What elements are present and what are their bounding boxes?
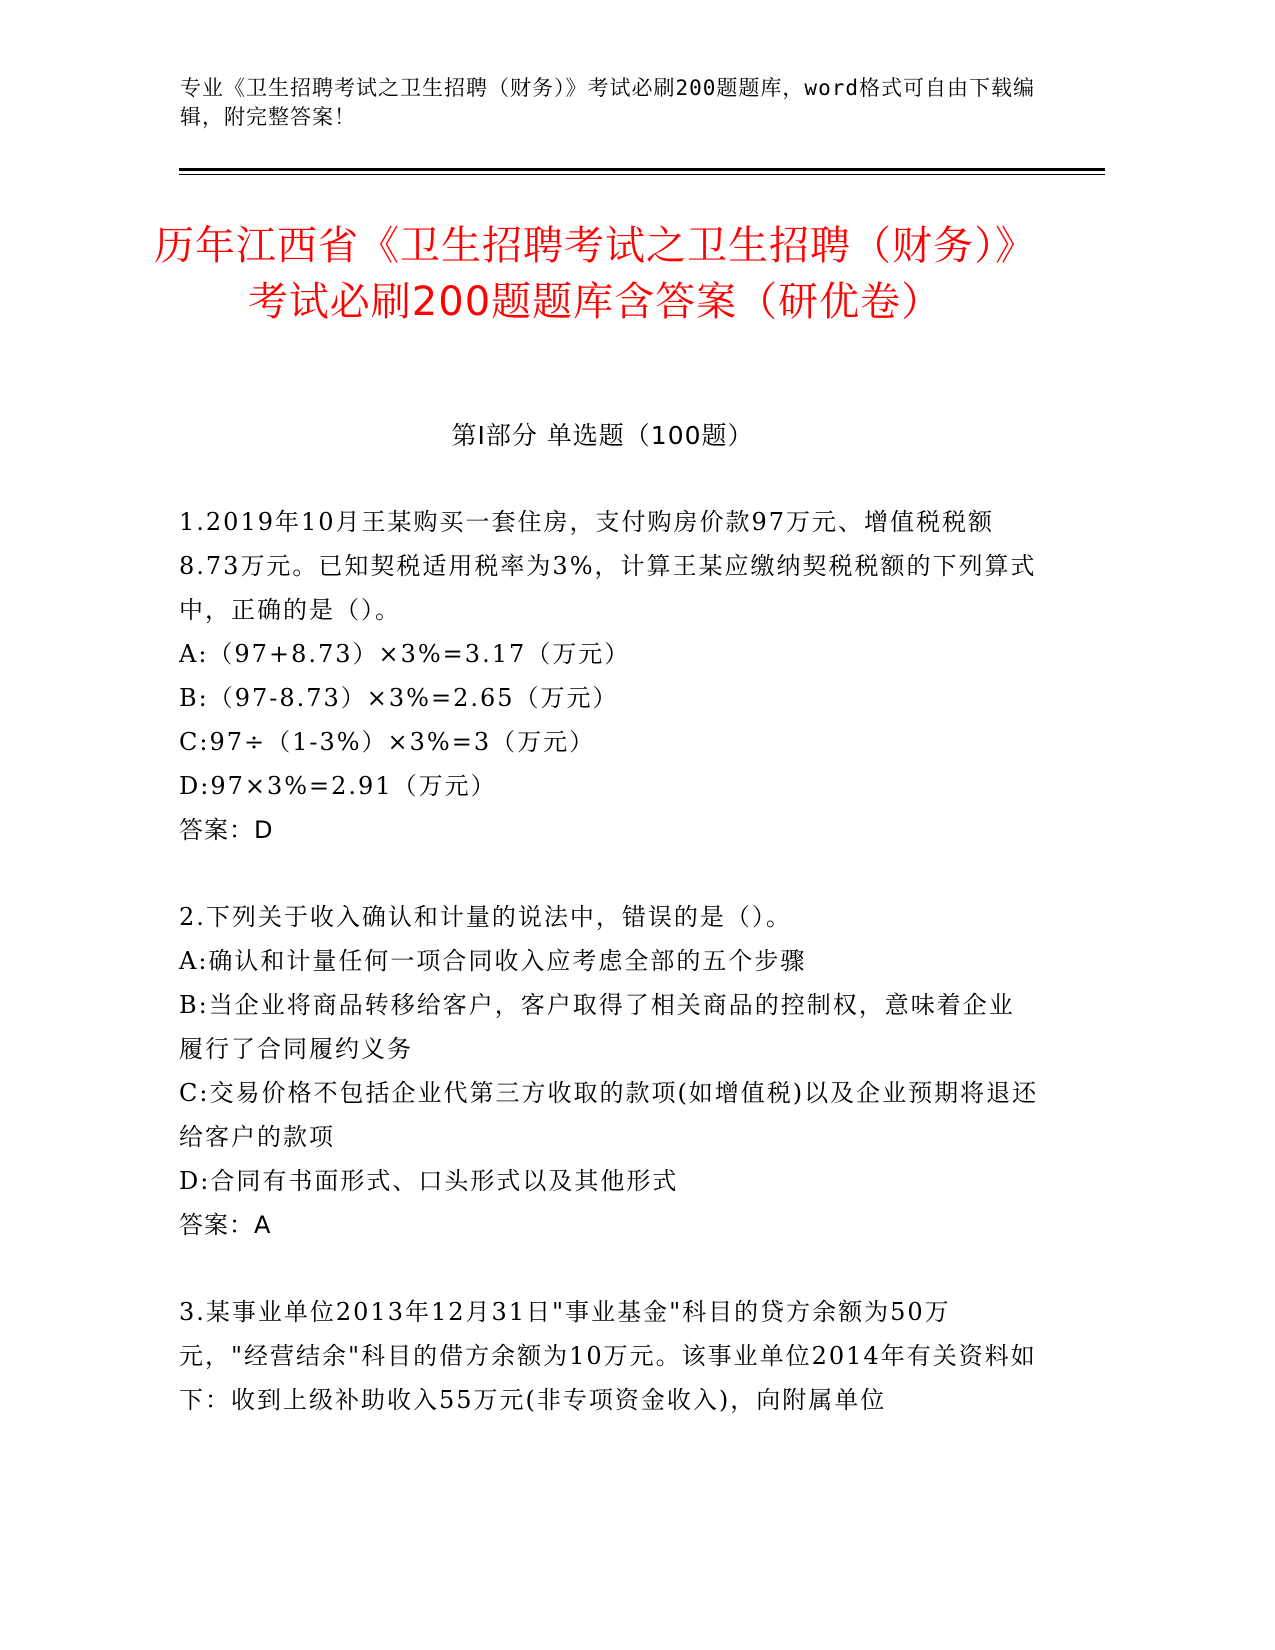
answer-line: 答案：D	[179, 816, 274, 844]
option-b: B:当企业将商品转移给客户，客户取得了相关商品的控制权，意味着企业履行了合同履约义务	[179, 991, 1015, 1063]
question-1	[179, 500, 1039, 852]
option-b: B:（97-8.73）×3%=2.65（万元）	[179, 684, 619, 712]
header-note: 专业《卫生招聘考试之卫生招聘（财务）》考试必刷200题题库，word格式可自由下载编辑，附完整答案！	[180, 76, 1035, 129]
option-a: A:（97+8.73）×3%=3.17（万元）	[179, 640, 631, 668]
question-list	[179, 500, 1039, 1465]
option-c: C:交易价格不包括企业代第三方收取的款项(如增值税)以及企业预期将退还给客户的款项	[179, 1079, 1039, 1151]
section-heading: 第I部分 单选题（100题）	[451, 421, 754, 450]
option-c: C:97÷（1-3%）×3%=3（万元）	[179, 728, 596, 756]
header-rule-thin	[179, 174, 1105, 175]
question-2	[179, 895, 1039, 1247]
option-d: D:97×3%=2.91（万元）	[179, 772, 497, 800]
header-rule-thick	[179, 168, 1105, 171]
answer-line: 答案：A	[179, 1211, 272, 1239]
question-stem: 3.某事业单位2013年12月31日"事业基金"科目的贷方余额为50万元，"经营结余"科目的借方余额为10万元。该事业单位2014年有关资料如下：收到上级补助收入55万元(非专项资金收入)，向附属单位	[179, 1298, 1037, 1414]
document-title: 历年江西省《卫生招聘考试之卫生招聘（财务）》考试必刷200题题库含答案（研优卷）	[154, 223, 1036, 325]
option-a: A:确认和计量任何一项合同收入应考虑全部的五个步骤	[179, 947, 807, 975]
question-3	[179, 1290, 1039, 1422]
option-d: D:合同有书面形式、口头形式以及其他形式	[179, 1167, 679, 1195]
question-stem: 1.2019年10月王某购买一套住房，支付购房价款97万元、增值税税额8.73万元。已知契税适用税率为3%，计算王某应缴纳契税税额的下列算式中，正确的是（）。	[179, 508, 1037, 624]
question-stem: 2.下列关于收入确认和计量的说法中，错误的是（）。	[179, 903, 792, 931]
